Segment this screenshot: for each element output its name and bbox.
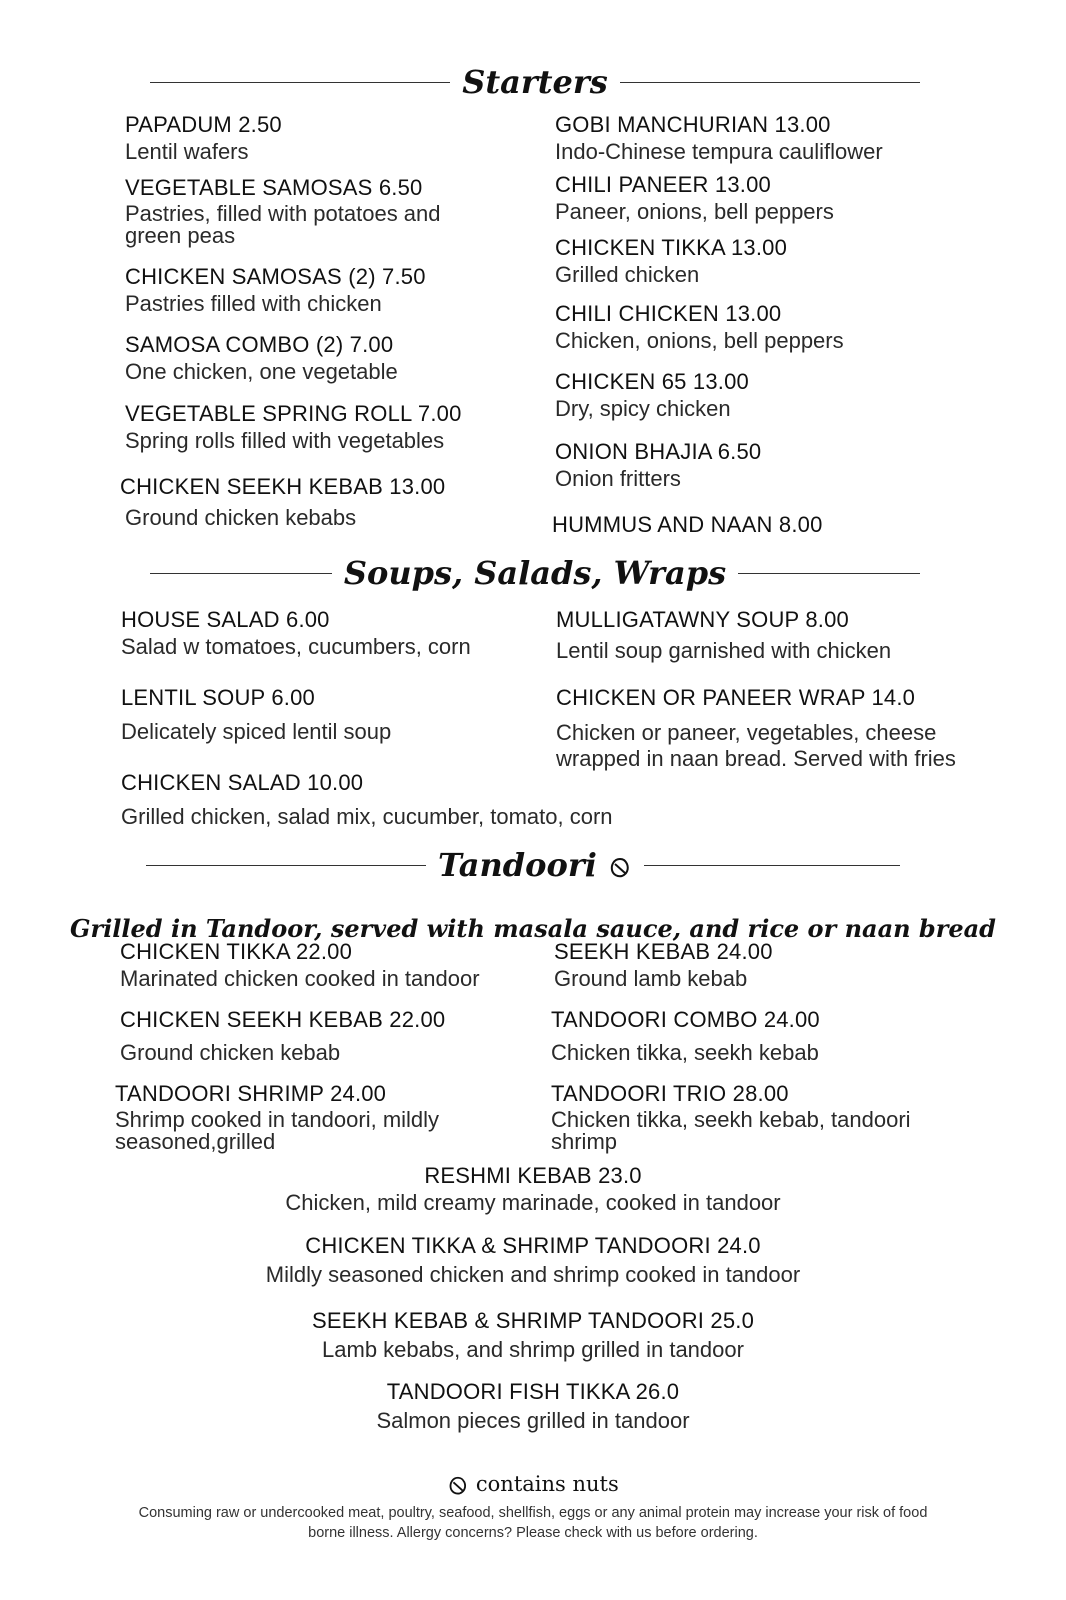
item-description: Ground chicken kebab [120,1040,341,1065]
item-description: Shrimp cooked in tandoori, mildly seasoned,grilled [115,1107,440,1154]
item-name: ONION BHAJIA 6.50 [555,439,762,464]
item-description: Lamb kebabs, and shrimp grilled in tandoor [322,1337,744,1362]
menu-item [125,175,465,247]
item-name: PAPADUM 2.50 [125,112,282,137]
item-name: VEGETABLE SAMOSAS 6.50 [125,175,423,200]
item-description: One chicken, one vegetable [125,359,398,384]
item-name: CHICKEN SEEKH KEBAB 22.00 [120,1007,446,1032]
item-name: TANDOORI FISH TIKKA 26.0 [386,1379,680,1404]
menu-item [115,1081,495,1153]
item-description: Onion fritters [555,466,681,491]
menu-item [555,172,985,224]
item-description: Chicken or paneer, vegetables, cheese wrapped in naan bread. Served with fries [556,720,956,771]
item-description: Lentil wafers [125,139,249,164]
menu-item [125,332,505,384]
nuts-legend [0,1472,1066,1497]
legend-text: contains nuts [475,1472,619,1496]
item-description: Grilled chicken, salad mix, cucumber, tomato, corn [121,804,613,829]
item-name: TANDOORI COMBO 24.00 [551,1007,820,1032]
item-name: CHILI PANEER 13.00 [555,172,771,197]
section-title: Soups, Salads, Wraps [150,553,920,593]
item-description: Mildly seasoned chicken and shrimp cooked in tandoor [265,1262,801,1287]
item-name: CHICKEN TIKKA & SHRIMP TANDOORI 24.0 [305,1233,761,1258]
item-name: SAMOSA COMBO (2) 7.00 [125,332,394,357]
menu-item [125,401,505,453]
menu-item [125,264,505,316]
menu-item [556,607,986,663]
item-name: HOUSE SALAD 6.00 [121,607,330,632]
menu-item [555,235,985,287]
item-description: Delicately spiced lentil soup [121,719,392,744]
menu-item [555,369,985,421]
menu-item [554,939,984,991]
menu-item [551,1007,981,1065]
menu-item [555,439,985,491]
menu-item [121,685,541,744]
item-description: Paneer, onions, bell peppers [555,199,834,224]
nut-icon [608,856,632,880]
nut-icon [447,1475,469,1497]
menu-item [0,1233,1066,1287]
item-description: Lentil soup garnished with chicken [556,638,892,663]
menu-item [125,112,505,164]
item-name: SEEKH KEBAB 24.00 [554,939,773,964]
item-name: LENTIL SOUP 6.00 [121,685,315,710]
item-description: Ground chicken kebabs [125,505,357,530]
item-description: Ground lamb kebab [554,966,748,991]
menu-item [555,301,985,353]
item-name: RESHMI KEBAB 23.0 [424,1163,642,1188]
item-description: Pastries filled with chicken [125,291,382,316]
menu-item [120,1007,540,1065]
item-name: HUMMUS AND NAAN 8.00 [552,512,823,537]
item-description: Dry, spicy chicken [555,396,731,421]
menu-item [555,112,985,164]
item-description: Salad w tomatoes, cucumbers, corn [121,634,471,659]
tandoori-header [150,845,920,885]
item-name: SEEKH KEBAB & SHRIMP TANDOORI 25.0 [311,1308,755,1333]
starters-header [150,62,920,102]
menu-item [552,512,982,538]
section-title: Starters [150,62,920,102]
item-name: CHICKEN 65 13.00 [555,369,749,394]
section-subtitle: Grilled in Tandoor, served with masala sauce, and rice or naan bread [70,914,996,943]
item-description: Marinated chicken cooked in tandoor [120,966,480,991]
item-description: Spring rolls filled with vegetables [125,428,445,453]
item-description: Indo-Chinese tempura cauliflower [555,139,883,164]
food-safety-disclaimer: Consuming raw or undercooked meat, poultry, seafood, shellfish, eggs or any animal protein may increase your risk of food borne illness. Allergy concerns? Please check with us before ordering. [138,1505,928,1541]
item-name: CHICKEN SEEKH KEBAB 13.00 [120,474,446,499]
item-name: CHICKEN TIKKA 13.00 [555,235,788,260]
item-name: MULLIGATAWNY SOUP 8.00 [556,607,849,632]
item-description: Chicken tikka, seekh kebab, tandoori shrimp [551,1107,911,1154]
item-name: GOBI MANCHURIAN 13.00 [555,112,831,137]
menu-item [0,1308,1066,1362]
menu-item [0,1163,1066,1215]
menu-item [0,1379,1066,1433]
item-description: Chicken tikka, seekh kebab [551,1040,819,1065]
item-name: CHICKEN SALAD 10.00 [121,770,364,795]
item-description: Salmon pieces grilled in tandoor [376,1408,690,1433]
menu-item [120,939,540,991]
item-description: Chicken, onions, bell peppers [555,328,844,353]
section-title: Tandoori [150,845,920,885]
item-name: CHILI CHICKEN 13.00 [555,301,782,326]
menu-item [120,474,500,530]
item-description: Chicken, mild creamy marinade, cooked in tandoor [285,1190,781,1215]
menu-item [556,685,986,772]
item-name: CHICKEN TIKKA 22.00 [120,939,353,964]
item-name: TANDOORI SHRIMP 24.00 [115,1081,387,1106]
menu-item [551,1081,941,1153]
menu-item [121,770,681,829]
item-description: Grilled chicken [555,262,700,287]
item-name: CHICKEN OR PANEER WRAP 14.0 [556,685,916,710]
menu-item [121,607,541,659]
item-name: TANDOORI TRIO 28.00 [551,1081,789,1106]
item-name: VEGETABLE SPRING ROLL 7.00 [125,401,462,426]
item-description: Pastries, filled with potatoes and green peas [125,201,441,248]
item-name: CHICKEN SAMOSAS (2) 7.50 [125,264,426,289]
soups-header [150,553,920,593]
